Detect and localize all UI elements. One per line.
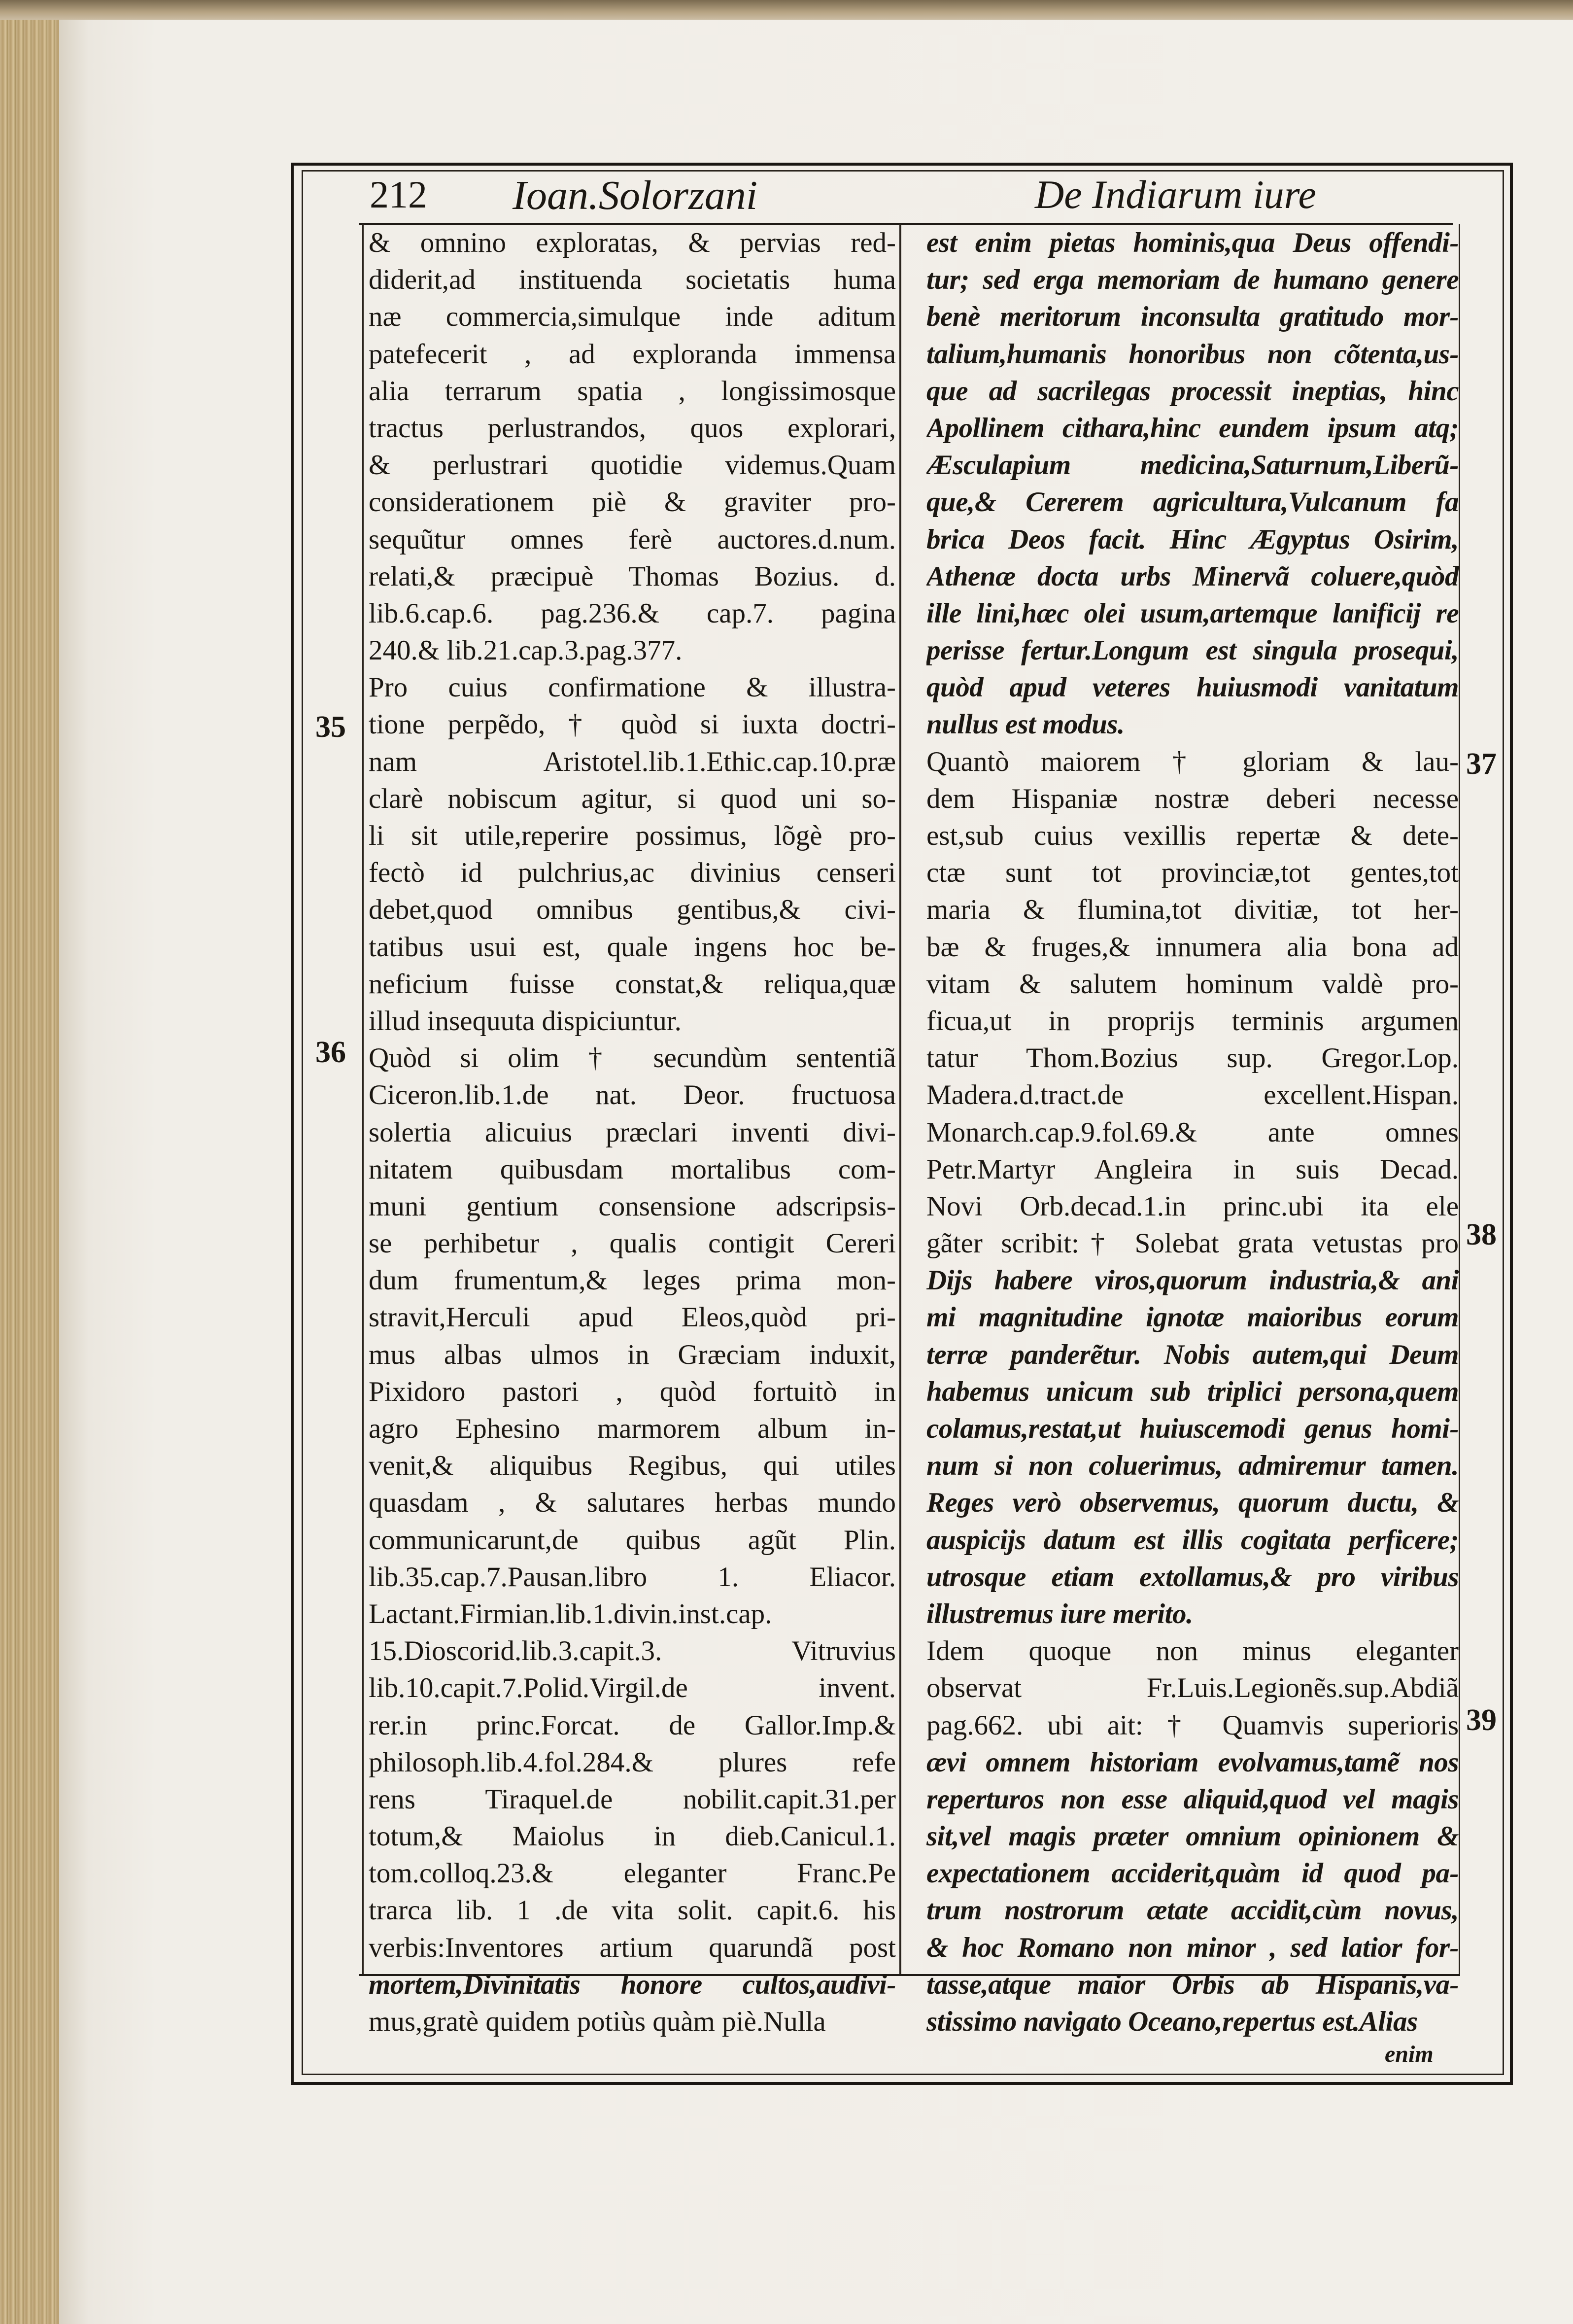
text-line: mortem,Divinitatis honore cultos,audivi- [369, 1969, 896, 2000]
text-line: dem Hispaniæ nostræ deberi necesse [926, 783, 1459, 814]
text-line: & perlustrari quotidie videmus.Quam [369, 450, 896, 481]
text-line: benè meritorum inconsulta gratitudo mor- [926, 301, 1459, 333]
text-line: næ commercia,simulque inde aditum [369, 301, 896, 333]
text-line: & hoc Romano non minor , sed latior for- [926, 1932, 1459, 1963]
text-line: ctæ sunt tot provinciæ,tot gentes,tot [926, 857, 1459, 889]
text-line: illustremus iure merito. [926, 1598, 1193, 1630]
text-line: venit,& aliquibus Regibus, qui utiles [369, 1450, 896, 1482]
text-line: patefecerit , ad exploranda immensa [369, 338, 896, 370]
text-line: alia terrarum spatia , longissimosque [369, 375, 896, 407]
text-line: neficium fuisse constat,& reliqua,quæ [369, 968, 896, 1000]
text-line: fectò id pulchrius,ac divinius censeri [369, 857, 896, 889]
text-line: Æsculapium medicina,Saturnum,Liberũ- [926, 450, 1459, 481]
text-line: quòd apud veteres huiusmodi vanitatum [926, 672, 1459, 703]
text-line: stravit,Herculi apud Eleos,quòd pri- [369, 1302, 896, 1333]
text-line: mus,gratè quidem potiùs quàm piè.Nulla [369, 2006, 826, 2037]
left-text-column [369, 224, 896, 2040]
text-line: trum nostrorum ætate accidit,cùm novus, [926, 1895, 1459, 1926]
text-line: quasdam , & salutares herbas mundo [369, 1487, 896, 1519]
text-line: tur; sed erga memoriam de humano genere [926, 264, 1459, 296]
margin-number-35: 35 [315, 710, 346, 744]
text-line: ille lini,hæc olei usum,artemque lanificij re [926, 597, 1459, 629]
text-line: agro Ephesino marmorem album in- [369, 1413, 896, 1444]
text-line: brica Deos facit. Hinc Ægyptus Osirim, [926, 523, 1459, 555]
text-line: est,sub cuius vexillis repertæ & dete- [926, 820, 1459, 851]
text-line: utrosque etiam extollamus,& pro viribus [926, 1561, 1459, 1593]
text-line: observat Fr.Luis.Legionẽs.sup.Abdiã [926, 1672, 1459, 1704]
text-line: solertia alicuius præclari inventi divi- [369, 1116, 896, 1148]
text-line: Athenæ docta urbs Minervã coluere,quòd [926, 560, 1459, 592]
text-line: Idem quoque non minus eleganter [926, 1635, 1459, 1667]
text-line: considerationem piè & graviter pro- [369, 486, 896, 518]
text-line: relati,& præcipuè Thomas Bozius. d. [369, 560, 896, 592]
right-column-border [1459, 224, 1460, 1974]
margin-number-39: 39 [1466, 1703, 1497, 1737]
text-line: est enim pietas hominis,qua Deus offendi- [926, 227, 1459, 258]
text-line: mus albas ulmos in Græciam induxit, [369, 1339, 896, 1370]
text-line: 15.Dioscorid.lib.3.capit.3. Vitruvius [369, 1635, 896, 1667]
text-line: 240.& lib.21.cap.3.pag.377. [369, 635, 683, 666]
text-line: lib.10.capit.7.Polid.Virgil.de invent. [369, 1672, 896, 1704]
text-line: habemus unicum sub triplici persona,quem [926, 1376, 1459, 1407]
text-line: tasse,atque maior Orbis ab Hispanis,va- [926, 1969, 1459, 2000]
text-line: nam Aristotel.lib.1.Ethic.cap.10.præ [369, 746, 896, 777]
text-line: li sit utile,reperire possimus, lõgè pro- [369, 820, 896, 851]
text-line: tatur Thom.Bozius sup. Gregor.Lop. [926, 1042, 1459, 1074]
text-line: bæ & fruges,& innumera alia bona ad [926, 931, 1459, 963]
text-line: Apollinem cithara,hinc eundem ipsum atq; [926, 412, 1459, 444]
text-line: gãter scribit:† Solebat grata vetustas pro [926, 1228, 1459, 1259]
text-line: Quantò maiorem † gloriam & lau- [926, 746, 1459, 777]
text-line: debet,quod omnibus gentibus,& civi- [369, 894, 896, 926]
text-line: trarca lib. 1 .de vita solit. capit.6. his [369, 1895, 896, 1926]
text-line: clarè nobiscum agitur, si quod uni so- [369, 783, 896, 814]
text-line: Pixidoro pastori , quòd fortuitò in [369, 1376, 896, 1407]
text-line: tione perpẽdo, † quòd si iuxta doctri- [369, 709, 896, 740]
margin-number-37: 37 [1466, 747, 1497, 781]
text-line: Quòd si olim † secundùm sententiã [369, 1042, 896, 1074]
catchword: enim [1385, 2041, 1434, 2067]
text-line: perisse fertur.Longum est singula prosequi, [926, 635, 1459, 666]
text-line: colamus,restat,ut huiuscemodi genus homi- [926, 1413, 1459, 1444]
text-line: vitam & salutem hominum valdè pro- [926, 968, 1459, 1000]
text-line: mi magnitudine ignotæ maioribus eorum [926, 1302, 1459, 1333]
text-line: communicarunt,de quibus agũt Plin. [369, 1524, 896, 1556]
text-line: Ciceron.lib.1.de nat. Deor. fructuosa [369, 1079, 896, 1111]
text-line: diderit,ad instituenda societatis huma [369, 264, 896, 296]
text-line: Lactant.Firmian.lib.1.divin.inst.cap. [369, 1598, 772, 1630]
text-line: sequũtur omnes ferè auctores.d.num. [369, 523, 896, 555]
text-line: nullus est modus. [926, 709, 1125, 740]
text-line: ficua,ut in proprijs terminis argumen [926, 1005, 1459, 1037]
text-line: tatibus usui est, quale ingens hoc be- [369, 931, 896, 963]
column-divider [899, 224, 901, 1974]
text-line: Petr.Martyr Angleira in suis Decad. [926, 1153, 1459, 1185]
text-line: terræ panderẽtur. Nobis autem,qui Deum [926, 1339, 1459, 1370]
text-line: Reges verò observemus, quorum ductu, & [926, 1487, 1459, 1519]
text-line: ævi omnem historiam evolvamus,tamẽ nos [926, 1746, 1459, 1778]
running-head-author: Ioan.Solorzani [513, 173, 758, 218]
text-line: rer.in princ.Forcat. de Gallor.Imp.& [369, 1709, 896, 1741]
text-line: que,& Cererem agricultura,Vulcanum fa [926, 486, 1459, 518]
text-line: Madera.d.tract.de excellent.Hispan. [926, 1079, 1459, 1111]
text-line: num si non coluerimus, admiremur tamen. [926, 1450, 1459, 1482]
text-line: talium,humanis honoribus non cõtenta,us- [926, 338, 1459, 370]
margin-number-36: 36 [315, 1036, 346, 1069]
text-line: philosoph.lib.4.fol.284.& plures refe [369, 1746, 896, 1778]
text-line: Pro cuius confirmatione & illustra- [369, 672, 896, 703]
right-text-column [926, 224, 1459, 2040]
text-line: Monarch.cap.9.fol.69.& ante omnes [926, 1116, 1459, 1148]
text-line: auspicijs datum est illis cogitata perficere; [926, 1524, 1459, 1556]
text-line: Novi Orb.decad.1.in princ.ubi ita ele [926, 1190, 1459, 1222]
text-line: totum,& Maiolus in dieb.Canicul.1. [369, 1821, 896, 1852]
text-line: verbis:Inventores artium quarundã post [369, 1932, 896, 1963]
text-line: muni gentium consensione adscripsis- [369, 1190, 896, 1222]
running-header [365, 168, 1350, 222]
text-line: Dijs habere viros,quorum industria,& ani [926, 1265, 1459, 1296]
text-line: reperturos non esse aliquid,quod vel magis [926, 1783, 1459, 1815]
text-line: & omnino exploratas, & pervias red- [369, 227, 896, 258]
text-line: lib.35.cap.7.Pausan.libro 1. Eliacor. [369, 1561, 896, 1593]
text-line: nitatem quibusdam mortalibus com- [369, 1153, 896, 1185]
text-line: stissimo navigato Oceano,repertus est.Alias [926, 2006, 1418, 2037]
text-line: pag.662. ubi ait: † Quamvis superioris [926, 1709, 1459, 1741]
text-line: se perhibetur , qualis contigit Cereri [369, 1228, 896, 1259]
text-line: lib.6.cap.6. pag.236.& cap.7. pagina [369, 597, 896, 629]
left-column-border [362, 224, 364, 1974]
text-line: illud insequuta dispiciuntur. [369, 1005, 682, 1037]
text-line: sit,vel magis præter omnium opinionem & [926, 1821, 1459, 1852]
running-head-title: De Indiarum iure [1035, 172, 1316, 217]
text-line: expectationem acciderit,quàm id quod pa- [926, 1858, 1459, 1889]
margin-number-38: 38 [1466, 1218, 1497, 1251]
text-line: dum frumentum,& leges prima mon- [369, 1265, 896, 1296]
text-line: tractus perlustrandos, quos explorari, [369, 412, 896, 444]
text-line: tom.colloq.23.& eleganter Franc.Pe [369, 1858, 896, 1889]
text-line: maria & flumina,tot divitiæ, tot her- [926, 894, 1459, 926]
page-number: 212 [370, 173, 427, 216]
text-line: que ad sacrilegas processit ineptias, hinc [926, 375, 1459, 407]
text-line: rens Tiraquel.de nobilit.capit.31.per [369, 1783, 896, 1815]
